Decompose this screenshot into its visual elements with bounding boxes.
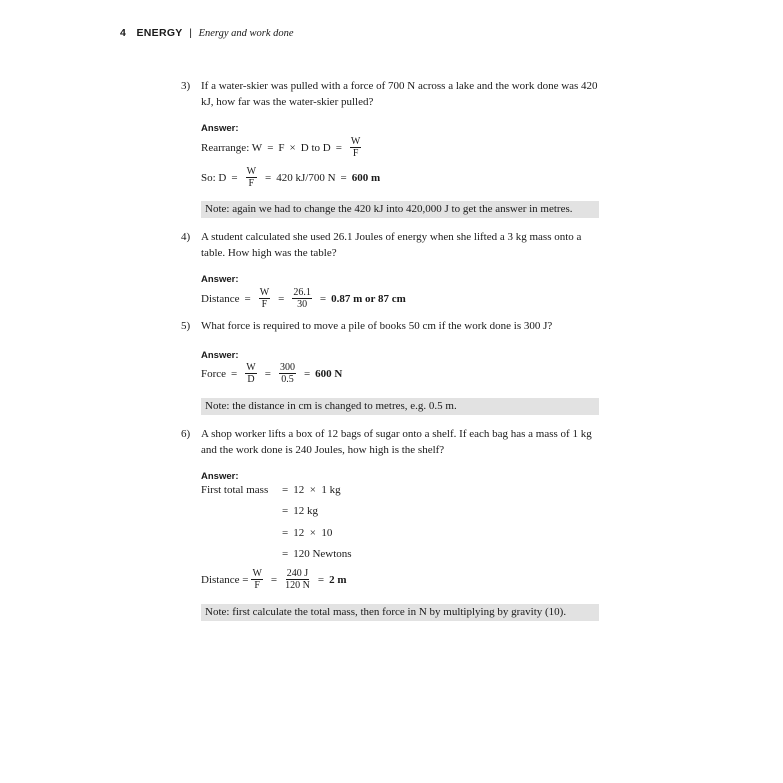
q5-force-line: Force = $\frac{W}{D}$ = $\frac{300}{0.5}$ = 600 N (201, 362, 343, 385)
q6-note: Note: first calculate the total mass, then force in N by multiplying by gravity (10). (201, 604, 599, 621)
page-number: 4 (120, 27, 126, 39)
section-title: ENERGY (136, 27, 183, 39)
q3-result: 600 m (351, 171, 381, 184)
q6-step-2: = 12 kg (282, 505, 318, 517)
header-separator: | (189, 27, 192, 39)
question-6-number: 6) (181, 428, 191, 440)
q4-fraction-w-over-f: $\frac{W}{F}$ (259, 287, 270, 310)
q3-note: Note: again we had to change the 420 kJ into 420,000 J to get the answer in metres. (201, 201, 599, 218)
q5-note: Note: the distance in cm is changed to metres, e.g. 0.5 m. (201, 398, 599, 415)
q6-step-1: = 12 × 1 kg (282, 484, 341, 496)
q5-result: 600 N (315, 367, 343, 380)
q6-fraction-values: $\frac{240 J}{120 N}$ (285, 568, 310, 591)
q6-step-3: = 12 × 10 (282, 527, 333, 539)
question-6-text: A shop worker lifts a box of 12 bags of sugar onto a shelf. If each bag has a mass of 1 kg and the work done is 240 Joules, how high is the shelf? (201, 428, 592, 456)
q3-solution-line: So: D = $\frac{W}{F}$ = 420 kJ/700 N = 600 m (201, 166, 381, 189)
q3-rearrange-line: Rearrange: W = F × D to D = $\frac{W}{F}$ (201, 136, 361, 159)
q6-first-total-mass-label: First total mass (201, 484, 269, 496)
q6-answer-label: Answer: (201, 471, 239, 482)
q5-fraction-values: $\frac{300}{0.5}$ (279, 362, 295, 385)
question-5-text: What force is required to move a pile of books 50 cm if the work done is 300 J? (201, 320, 553, 332)
q5-answer-label: Answer: (201, 350, 239, 361)
q3-fraction-w-over-f-2: $\frac{W}{F}$ (246, 166, 257, 189)
q6-result: 2 m (329, 573, 347, 586)
q4-answer-label: Answer: (201, 274, 239, 285)
q6-step-4: = 120 Newtons (282, 548, 352, 560)
question-4-text: A student calculated she used 26.1 Joules of energy when she lifted a 3 kg mass onto a table. How high was the table? (201, 231, 582, 259)
section-subtitle: Energy and work done (198, 28, 294, 39)
question-5-number: 5) (181, 320, 191, 332)
q4-distance-line: Distance = $\frac{W}{F}$ = $\frac{26.1}{30}$ = 0.87 m or 87 cm (201, 287, 406, 310)
question-4-number: 4) (181, 231, 191, 243)
q5-fraction-w-over-d: $\frac{W}{D}$ (246, 362, 256, 385)
q3-fraction-w-over-f: $\frac{W}{F}$ (350, 136, 361, 159)
q4-fraction-values: $\frac{26.1}{30}$ (293, 287, 311, 310)
q6-distance-line: Distance = $\frac{W}{F}$ = $\frac{240 J}{120 N}$ = 2 m (201, 568, 347, 591)
question-3-text: If a water-skier was pulled with a force of 700 N across a lake and the work done was 420 kJ, how far was the water-skier pulled? (201, 80, 598, 108)
question-3-number: 3) (181, 80, 191, 92)
q3-answer-label: Answer: (201, 123, 239, 134)
q4-result: 0.87 m or 87 cm (331, 292, 406, 305)
running-header (120, 27, 294, 39)
q6-fraction-w-over-f: $\frac{W}{F}$ (252, 568, 262, 591)
